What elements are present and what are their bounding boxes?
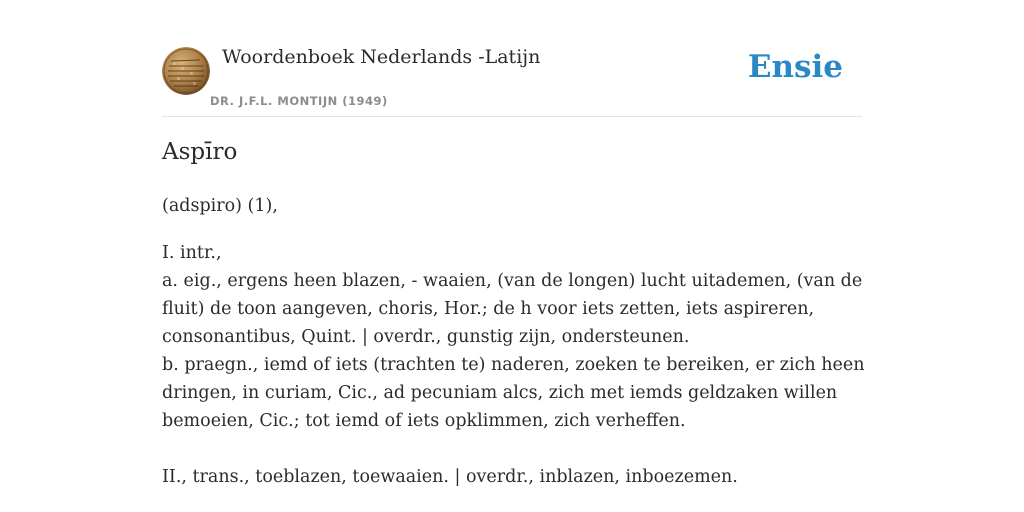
entry-headword: Aspīro <box>162 139 238 165</box>
ensie-logo-link[interactable]: Ensie <box>747 49 843 85</box>
entry-variant: (adspiro) (1), <box>162 196 278 216</box>
sense-a-line: fluit) de toon aangeven, choris, Hor.; de h voor iets zetten, iets aspireren, <box>162 299 815 319</box>
dictionary-author: DR. J.F.L. MONTIJN (1949) <box>210 94 388 108</box>
sense-b-line: bemoeien, Cic.; tot iemd of iets opklimmen, zich verheffen. <box>162 411 686 431</box>
dictionary-header <box>162 0 862 117</box>
dictionary-title[interactable]: Woordenboek Nederlands -Latijn <box>222 46 541 68</box>
sense-a-line: a. eig., ergens heen blazen, - waaien, (van de longen) lucht uitademen, (van de <box>162 271 863 291</box>
section-2: II., trans., toeblazen, toewaaien. | overdr., inblazen, inboezemen. <box>162 467 738 487</box>
dictionary-seal-icon <box>162 47 210 95</box>
sense-a-line: consonantibus, Quint. | overdr., gunstig zijn, ondersteunen. <box>162 327 690 347</box>
section-1-heading: I. intr., <box>162 243 222 263</box>
sense-b-line: dringen, in curiam, Cic., ad pecuniam alcs, zich met iemds geldzaken willen <box>162 383 838 403</box>
sense-b-line: b. praegn., iemd of iets (trachten te) naderen, zoeken te bereiken, er zich heen <box>162 355 865 375</box>
